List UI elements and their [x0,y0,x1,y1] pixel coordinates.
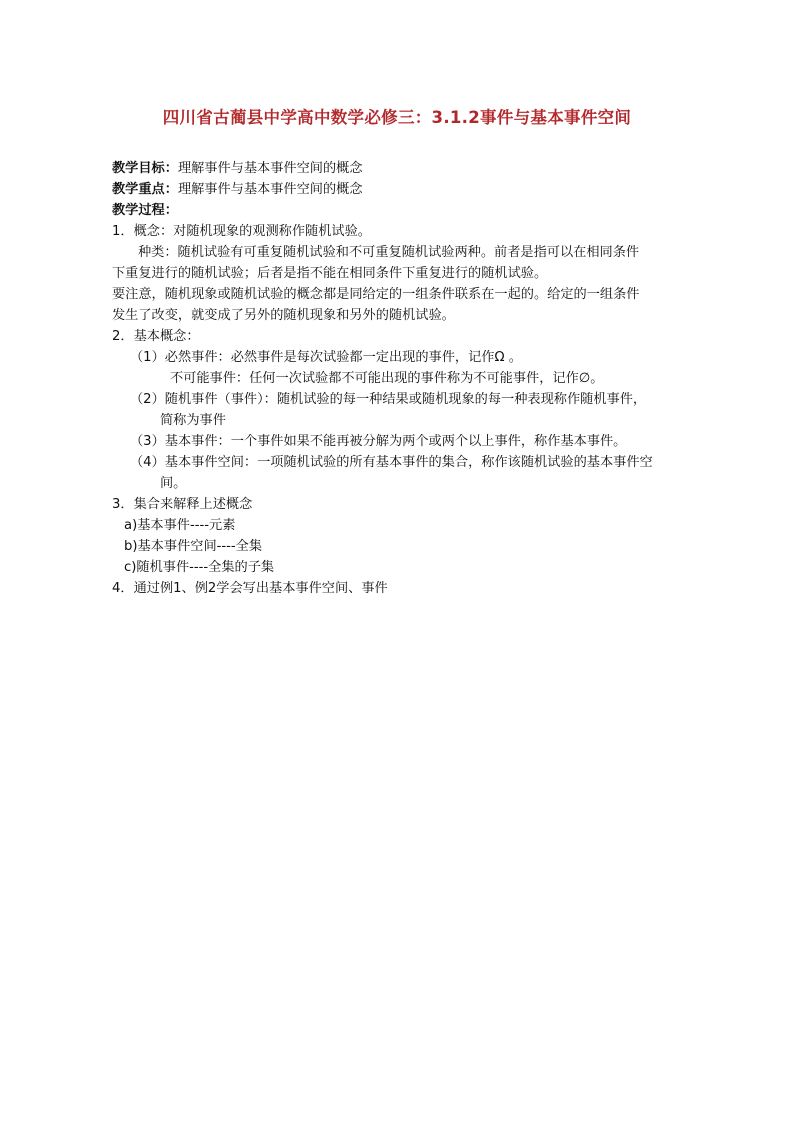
section-1-types-cont: 下重复进行的随机试验；后者是指不能在相同条件下重复进行的随机试验。 [112,266,548,281]
section-3-heading: 3．集合来解释上述概念 [112,497,253,512]
item-sample-space: （4）基本事件空间：一项随机试验的所有基本事件的集合，称作该随机试验的基本事件空 [130,455,653,470]
document-title: 四川省古蔺县中学高中数学必修三：3.1.2事件与基本事件空间 [162,108,632,127]
section-1-note: 要注意，随机现象或随机试验的概念都是同给定的一组条件联系在一起的。给定的一组条件 [112,287,640,302]
item-sample-space-cont: 间。 [160,476,187,491]
process-label: 教学过程： [112,203,178,218]
section-1-concept: 1．概念：对随机现象的观测称作随机试验。 [112,224,371,239]
objective-text: 理解事件与基本事件空间的概念 [177,161,363,176]
section-1-types: 种类：随机试验有可重复随机试验和不可重复随机试验两种。前者是指可以在相同条件 [138,245,640,260]
objective-line [112,158,692,179]
section-1-note-cont: 发生了改变，就变成了另外的随机现象和另外的随机试验。 [112,308,455,323]
objective-label: 教学目标： [112,161,178,176]
item-random-event: （2）随机事件（事件）：随机试验的每一种结果或随机现象的每一种表现称作随机事件， [130,392,647,407]
item-certain-event: （1）必然事件：必然事件是每次试验都一定出现的事件，记作Ω 。 [130,350,522,365]
mapping-a: a)基本事件----元素 [124,518,236,533]
mapping-c: c)随机事件----全集的子集 [124,560,275,575]
focus-text: 理解事件与基本事件空间的概念 [177,182,363,197]
section-4-heading: 4．通过例1、例2学会写出基本事件空间、事件 [112,581,388,596]
item-impossible-event: 不可能事件：任何一次试验都不可能出现的事件称为不可能事件，记作∅。 [170,371,604,386]
item-random-event-cont: 简称为事件 [160,413,226,428]
section-2-heading: 2．基本概念： [112,329,200,344]
document-body [112,158,692,599]
focus-label: 教学重点： [112,182,178,197]
item-basic-event: （3）基本事件：一个事件如果不能再被分解为两个或两个以上事件，称作基本事件。 [130,434,627,449]
focus-line [112,179,692,200]
mapping-b: b)基本事件空间----全集 [124,539,263,554]
